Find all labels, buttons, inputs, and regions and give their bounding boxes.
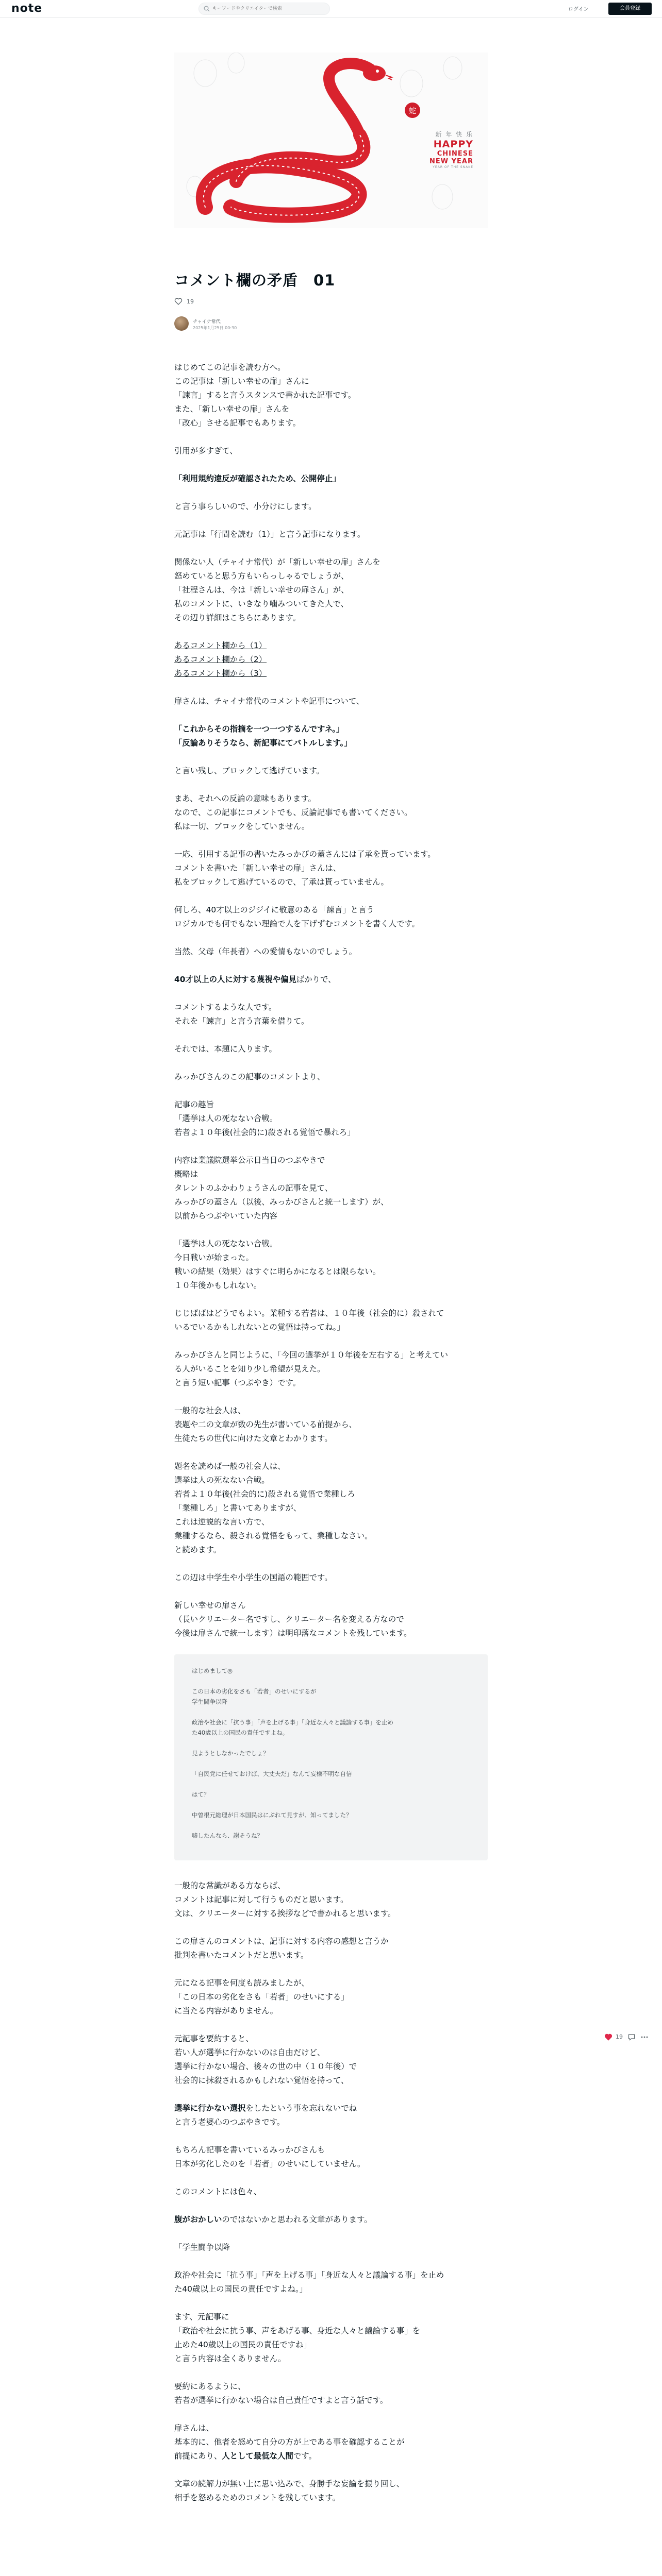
paragraph xyxy=(174,848,488,889)
paragraph xyxy=(174,973,488,987)
paragraph xyxy=(174,2268,488,2296)
floating-actions xyxy=(604,2032,656,2042)
paragraph-text: 「学生闘争以降 xyxy=(174,2243,230,2252)
comment-icon[interactable] xyxy=(628,2033,635,2041)
paragraph-text: じじばばはどうでもよい。業種する若者は、１０年後（社会的に）殺されて いるでいるかもしれないとの覚悟は持ってね。」 xyxy=(174,1309,444,1332)
heart-icon[interactable] xyxy=(604,2033,613,2041)
paragraph-text: 要約にあるように、 若者が選挙に行かない場合は自己責任ですよと言う話です。 xyxy=(174,2382,388,2405)
avatar[interactable] xyxy=(174,316,189,331)
paragraph xyxy=(174,2421,488,2463)
hero-happy-text: HAPPY xyxy=(433,139,473,150)
author-block[interactable] xyxy=(174,316,329,332)
paragraph-text: 引用が多すぎて、 xyxy=(174,446,238,455)
paragraph xyxy=(174,1042,488,1056)
paragraph-text: 内容は業議院選挙公示日当日のつぶやきで 概略は タレントのふかわりょうさんの記事を見て、 みっかびの蓋さん（以後、みっかびさんと統一します）が、 以前からつぶやいていた内容 xyxy=(174,1156,389,1221)
quoted-comment-line: 中曽根元総理が日本国民はにぶれて見すが、知ってました？ xyxy=(192,1811,352,1819)
quoted-comment-line: 嘘したんなら、謝そうね？ xyxy=(192,1832,263,1839)
quoted-comment-line: この日本の劣化をさも「若者」のせいにするが 学生闘争以降 xyxy=(192,1688,317,1705)
paragraph xyxy=(174,1348,488,1390)
heart-icon[interactable] xyxy=(174,297,183,306)
paragraph-text: 「これからその指摘を一つ一つするんですネ。」 「反論ありそうなら、新記事にてバトルします。」 xyxy=(174,724,352,748)
paragraph-text: 選挙に行かない選択 xyxy=(174,2104,246,2113)
paragraph-text: それでは、本題に入ります。 xyxy=(174,1044,277,1054)
paragraph xyxy=(174,2213,488,2227)
paragraph-text: ます、元記事に 「政治や社会に抗う事、声をあげる事、身近な人々と議論する事」を 止めた40歳以上の国民の責任ですね」 と言う内容は全くありません。 xyxy=(174,2312,421,2363)
search-input[interactable] xyxy=(212,5,326,13)
paragraph-text: 扉さんは、チャイナ常代のコメントや記事について、 xyxy=(174,697,365,706)
paragraph-text: 元記事は「行間を読む（1）」と言う記事になります。 xyxy=(174,530,366,539)
paragraph xyxy=(174,1404,488,1446)
paragraph xyxy=(174,555,488,625)
quoted-comment-line: 「自民党に任せておけば、大丈夫だ」なんて妄様不明な自信 xyxy=(192,1770,352,1777)
paragraph-text: 「選挙は人の死なない合戦。 今日戦いが始まった。 戦いの結果（効果）はすぐに明らかになるとは限らない。 １０年後かもしれない。 xyxy=(174,1239,381,1290)
paragraph-text: みっかびさんのこの記事のコメントより、 xyxy=(174,1072,325,1081)
paragraph-text: ばかりで、 xyxy=(296,975,336,984)
note-logo[interactable]: note xyxy=(11,2,43,15)
paragraph xyxy=(174,1976,488,2018)
paragraph-text: 題名を読めば一般の社会人は、 選挙は人の死なない合戦。 若者よ１０年後(社会的に)殺される覚悟で業種しろ 「業種しろ」と書いてありますが、 これは逆説的な言い方で、 業種するなら、殺される覚悟をもって、業種しなさい。 と読めます。 xyxy=(174,1462,373,1554)
paragraph-text: 元になる記事を何度も読みましたが、 「この日本の劣化をさも「若者」のせいにする」 に当たる内容がありません。 xyxy=(174,1978,349,2015)
paragraph-text: 記事の趣旨 「選挙は人の死なない合戦。 若者よ１０年後(社会的に)殺される覚悟で暴れろ」 xyxy=(174,1100,355,1137)
paragraph xyxy=(174,903,488,931)
article-body xyxy=(174,361,488,2519)
paragraph xyxy=(174,472,488,486)
article-title: コメント欄の矛盾 01 xyxy=(174,272,336,289)
paragraph-text: 一般的な社会人は、 表題や二の文章が数の先生が書いている前提から、 生徒たちの世代に向けた文章とわかります。 xyxy=(174,1406,357,1443)
paragraph-text: このコメントには色々、 xyxy=(174,2187,262,2196)
paragraph xyxy=(174,361,488,430)
paragraph-text: 腹がおかしい xyxy=(174,2215,222,2224)
paragraph xyxy=(174,1154,488,1223)
paragraph xyxy=(174,500,488,514)
paragraph xyxy=(174,1935,488,1962)
paragraph-text: と言う事らしいので、小分けにします。 xyxy=(174,502,317,511)
paragraph-text: 政治や社会に「抗う事」「声を上げる事」「身近な人々と議論する事」を止め た40歳以上の国民の責任ですよね。」 xyxy=(174,2270,444,2294)
paragraph-text: をしたという事を忘れないでね と言う老婆心のつぶやきです。 xyxy=(174,2104,357,2127)
paragraph xyxy=(174,444,488,458)
paragraph xyxy=(174,764,488,778)
article-link[interactable] xyxy=(174,653,488,667)
paragraph xyxy=(174,1460,488,1557)
paragraph xyxy=(174,528,488,541)
paragraph-text: 一般的な常識がある方ならば、 コメントは記事に対して行うものだと思います。 文は、クリエーターに対する挨拶などで書かれると思います。 xyxy=(174,1881,396,1918)
publish-date: 2025年1月25日 00:30 xyxy=(193,326,237,330)
paragraph-text: 「利用規約違反が確認されたため、公開停止」 xyxy=(174,474,341,483)
hero-snake-text: YEAR OF THE SNAKE xyxy=(433,165,473,169)
paragraph xyxy=(174,1070,488,1084)
quoted-comment-line: 見ようとしなかったでしょ？ xyxy=(192,1750,269,1757)
paragraph-bold-text: 人として最低な人間 xyxy=(222,2451,293,2461)
paragraph-text: まあ、それへの反論の意味もあります。 なので、この記事にコメントでも、反論記事でも書いてください。 私は一切、ブロックをしていません。 xyxy=(174,794,412,831)
paragraph xyxy=(174,2477,488,2505)
article-link-text[interactable]: あるコメント欄から（1） xyxy=(174,641,267,650)
paragraph-text: 扉さんは、 基本的に、他者を怒めて自分の方が上である事を確認することが 前提にあり、 xyxy=(174,2424,405,2461)
site-header xyxy=(0,0,662,18)
article-link[interactable] xyxy=(174,639,488,653)
paragraph xyxy=(174,1599,488,1640)
paragraph xyxy=(174,2185,488,2199)
paragraph-text: 関係ない人（チャイナ常代）が「新しい幸せの扉」さんを 怒めていると思う方もいらっしゃるでしょうが、 「社程さんは、今は「新しい幸せの扉さん」が、 私のコメントに、いきなり噛みついてきた人で、 その辺り詳細はこちらにあります。 xyxy=(174,557,380,622)
paragraph-text: コメントするような人です。 それを「諫言」と言う言葉を借りて。 xyxy=(174,1003,309,1026)
paragraph xyxy=(174,2241,488,2255)
paragraph xyxy=(174,2380,488,2408)
signup-button[interactable]: 会員登録 xyxy=(608,3,652,15)
paragraph xyxy=(174,2310,488,2366)
paragraph xyxy=(174,792,488,834)
paragraph-text: この辺は中学生や小学生の国語の範囲です。 xyxy=(174,1573,333,1582)
paragraph-text: 40才以上の人に対する蔑視や偏見 xyxy=(174,975,296,984)
quoted-comment-line: 政治や社会に「抗う事」「声を上げる事」「身近な人々と議論する事」を止め た40歳以上の国民の責任ですよね。 xyxy=(192,1719,393,1736)
paragraph-text: 一応、引用する記事の書いたみっかびの蓋さんには了承を貰っています。 コメントを書いた「新しい幸せの扉」さんは、 私をブロックして逃げているので、了承は貰っていません。 xyxy=(174,850,436,887)
article-link-text[interactable]: あるコメント欄から（2） xyxy=(174,655,267,664)
author-name[interactable]: チャイナ常代 xyxy=(193,319,221,325)
paragraph xyxy=(174,1098,488,1140)
paragraph xyxy=(174,1571,488,1585)
paragraph xyxy=(174,722,488,750)
paragraph-text: 元記事を要約すると、 若い人が選挙に行かないのは自由だけど、 選挙に行かない場合、後々の世の中（１０年後）で 社会的に抹殺されるかもしれない覚悟を持って、 xyxy=(174,2034,357,2085)
hero-newyear-text: NEW YEAR xyxy=(429,158,473,165)
paragraph xyxy=(174,2102,488,2129)
paragraph xyxy=(174,1879,488,1921)
paragraph-text: 当然、父母（年長者）への愛情もないのでしょう。 xyxy=(174,947,357,956)
seal-character: 蛇 xyxy=(408,106,417,115)
paragraph xyxy=(174,2143,488,2171)
article-link[interactable] xyxy=(174,667,488,681)
paragraph-text: この扉さんのコメントは、記事に対する内容の感想と言うか 批判を書いたコメントだと思います。 xyxy=(174,1937,389,1960)
paragraph-text: みっかびさんと同じように、「今回の選挙が１０年後を左右する」と考えてい る人がいることを知り少し希望が見えた。 と言う短い記事（つぶやき）です。 xyxy=(174,1350,448,1387)
paragraph xyxy=(174,1237,488,1293)
hero-caption xyxy=(406,130,473,169)
paragraph xyxy=(174,945,488,959)
like-count: 19 xyxy=(616,2033,623,2040)
paragraph xyxy=(174,1001,488,1028)
more-icon[interactable] xyxy=(640,2033,649,2041)
paragraph-text: と言い残し、ブロックして逃げています。 xyxy=(174,766,324,775)
hero-image xyxy=(174,53,488,228)
login-button[interactable]: ログイン xyxy=(568,7,589,12)
paragraph-text: はじめてこの記事を読む方へ。 この記事は「新しい幸せの扉」さんに 「諫言」すると言うスタンスで書かれた記事です。 また、「新しい幸せの扉」さんを 「改心」させる記事でもあります。 xyxy=(174,363,356,428)
search-icon xyxy=(204,6,210,12)
paragraph-text: 新しい幸せの扉さん （長いクリエーター名ですし、クリエーター名を変える方なので 今後は扉さんで統一します）は明印落なコメントを残しています。 xyxy=(174,1601,412,1638)
article-link-text[interactable]: あるコメント欄から（3） xyxy=(174,669,267,678)
paragraph-text: のではないかと思われる文章があります。 xyxy=(222,2215,372,2224)
quoted-comment-line: はじめまして◎ xyxy=(192,1667,233,1674)
hero-chinese-text: CHINESE xyxy=(437,150,473,158)
paragraph-text: 何しろ、40才以上のジジイに敬意のある「諫言」と言う ロジカルでも何でもない理論で人を下げずむコメントを書く人です。 xyxy=(174,905,420,928)
quoted-comment-box xyxy=(174,1654,488,1860)
hero-cn-text: 新 年 快 乐 xyxy=(435,131,473,138)
quoted-comment-line: はて？ xyxy=(192,1791,210,1798)
paragraph xyxy=(174,2032,488,2088)
like-count: 19 xyxy=(187,298,194,305)
paragraph-text: 文章の読解力が無い上に思い込みで、身勝手な妄論を振り回し、 相手を怒めるためのコメントを残しています。 xyxy=(174,2479,405,2502)
search-box[interactable] xyxy=(198,3,330,15)
paragraph-text: もちろん記事を書いているみっかびさんも 日本が劣化したのを「若者」のせいにしていません。 xyxy=(174,2145,366,2168)
paragraph-text: です。 xyxy=(293,2451,317,2461)
paragraph xyxy=(174,694,488,708)
paragraph xyxy=(174,1307,488,1334)
